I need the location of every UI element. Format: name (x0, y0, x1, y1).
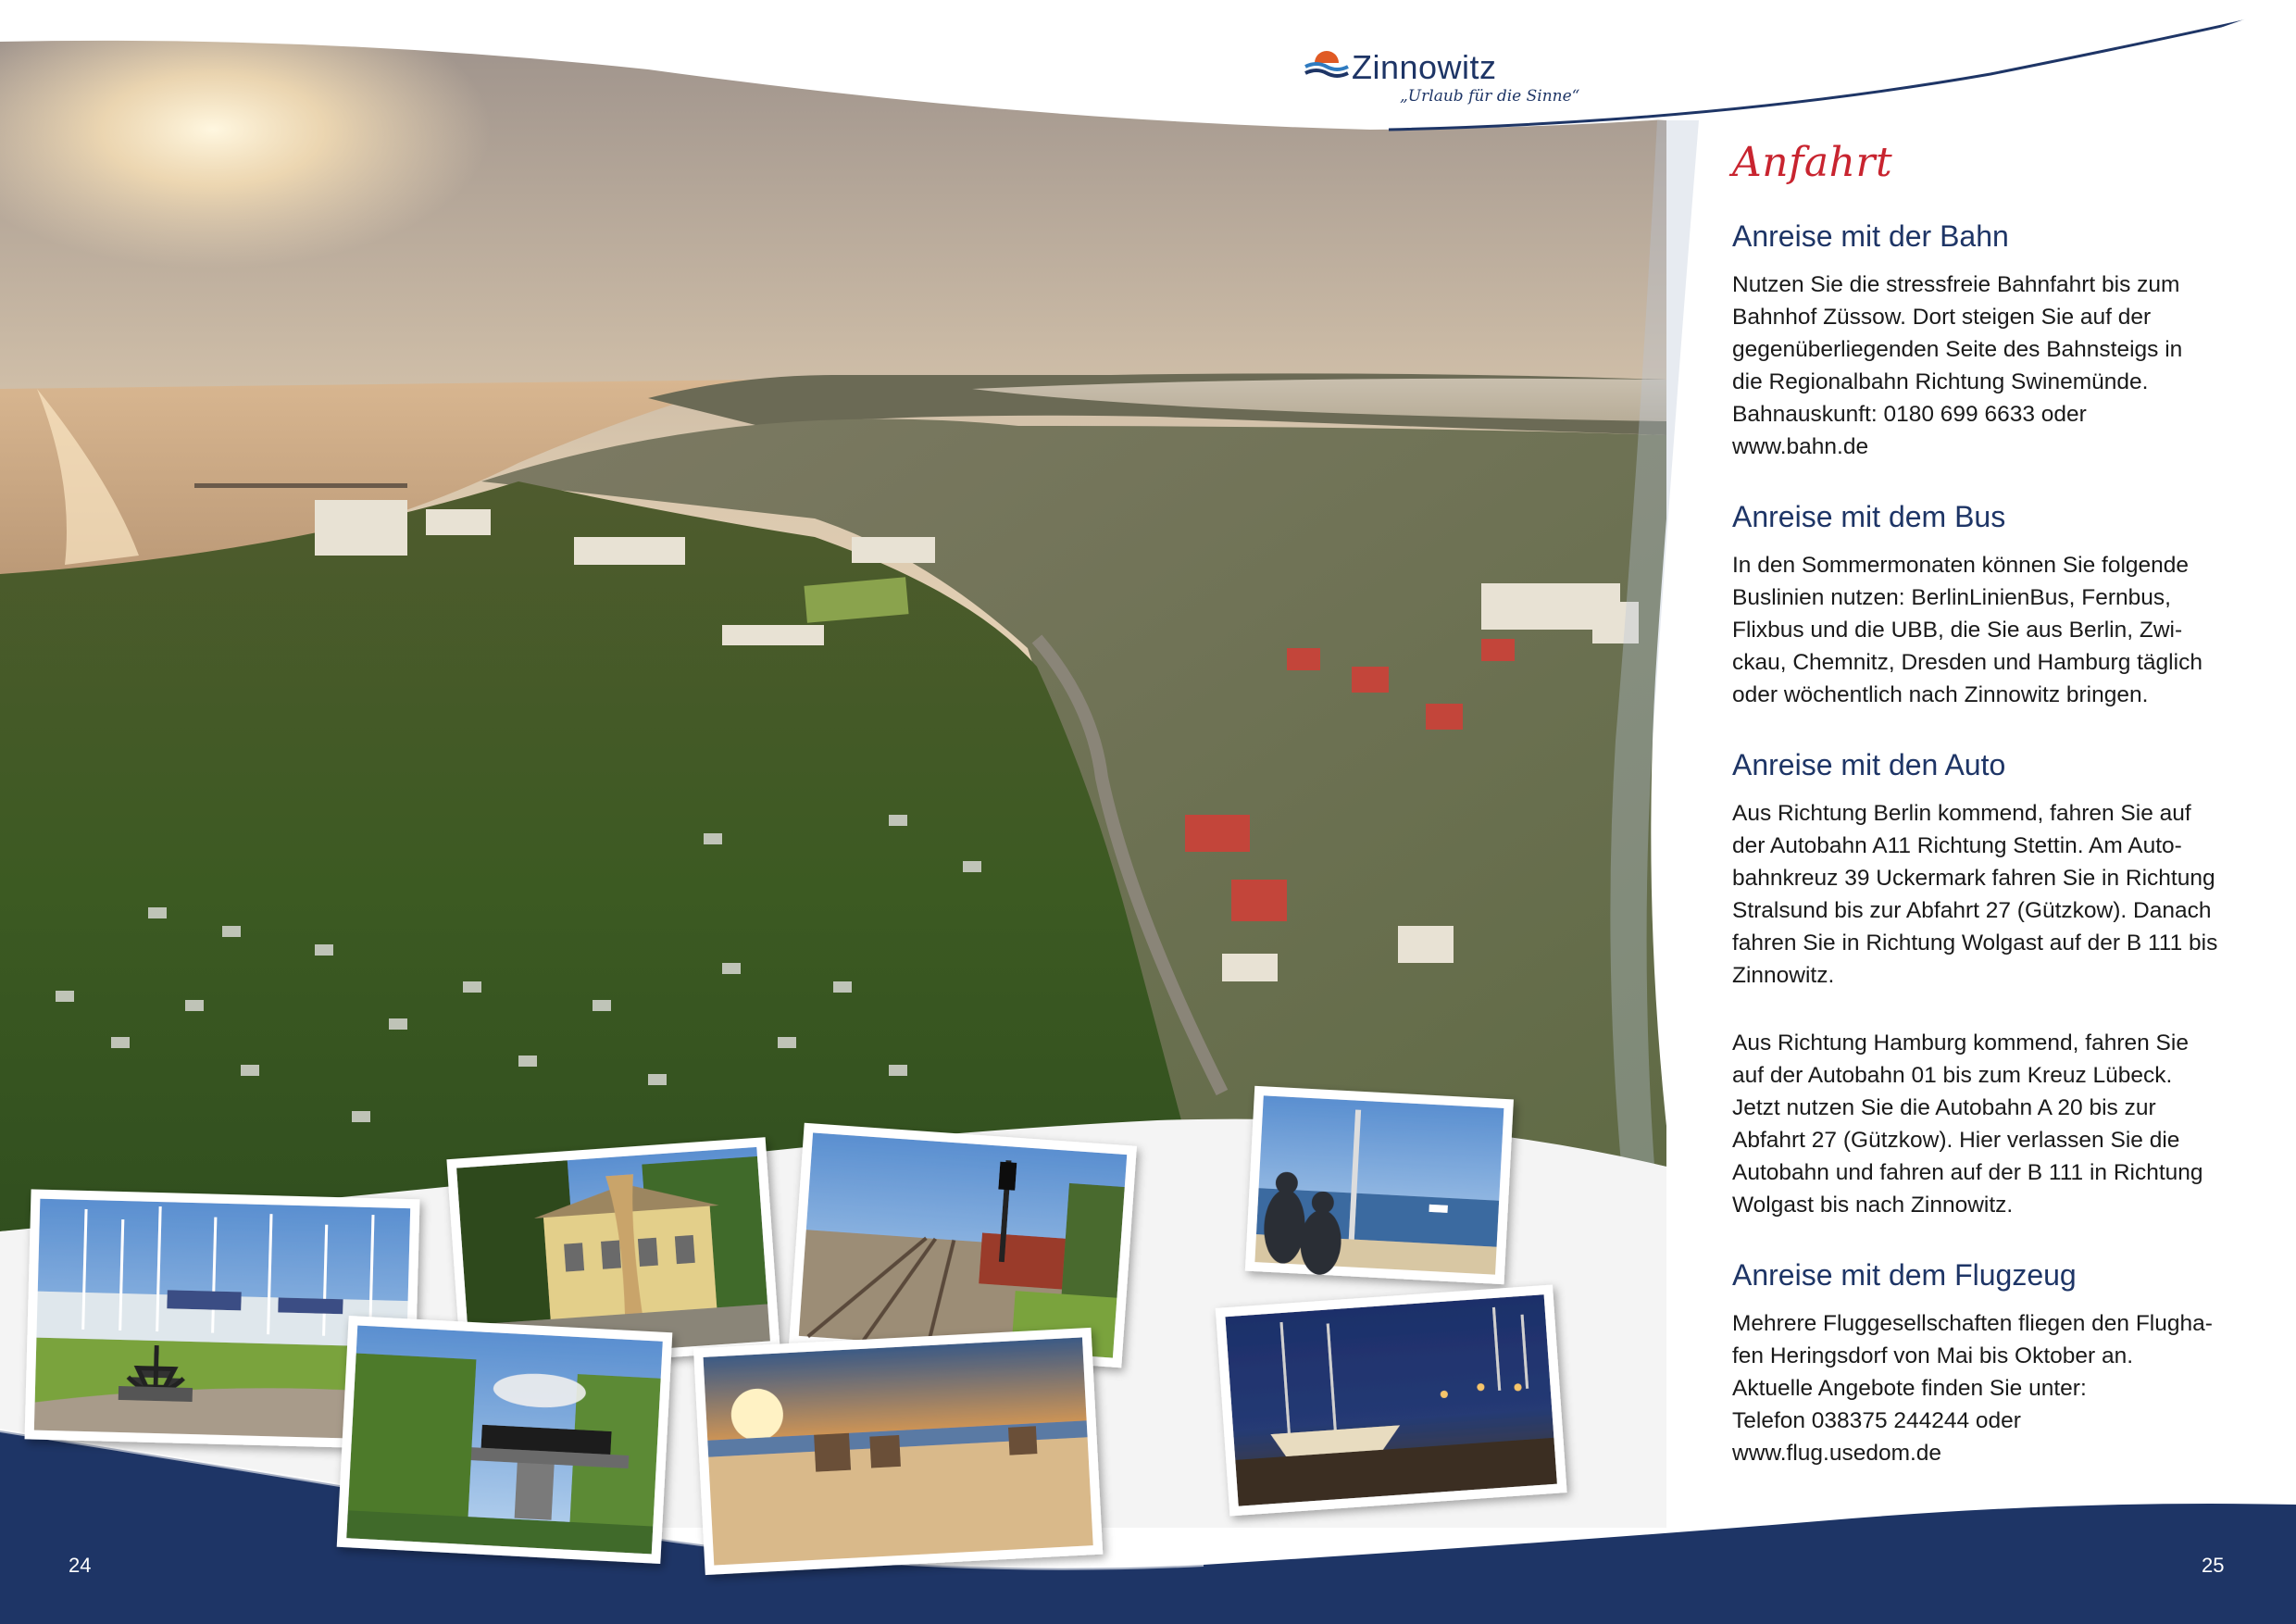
page-title: Anfahrt (1732, 139, 1893, 186)
section-body-plane: Mehrere Fluggesellschaften fliegen den Flugha- fen Heringsdorf von Mai bis Oktober an. Aktuelle Angebote finden Sie unter: Telefon 038375 244244 oder www.flug.usedom.de (1732, 1311, 2213, 1466)
section-heading-plane: Anreise mit dem Flugzeug (1732, 1258, 2077, 1292)
page-number-left: 24 (69, 1554, 92, 1577)
logo-name: Zinnowitz (1352, 48, 1497, 86)
page-number-right: 25 (2202, 1554, 2225, 1577)
section-body-car-berlin: Aus Richtung Berlin kommend, fahren Sie auf der Autobahn A11 Richtung Stettin. Am Auto- bahnkreuz 39 Uckermark fahren Sie in Richtung Stralsund bis zur Abfahrt 27 (Gützkow). Danach fahren Sie in Richtung Wolgast auf der B 111 bis Zinnowitz. (1732, 801, 2218, 988)
directions-text-column (1732, 139, 2251, 1506)
photo-steam-train (337, 1316, 673, 1564)
photo-harbour-night (1216, 1285, 1567, 1517)
section-heading-bus: Anreise mit dem Bus (1732, 500, 2006, 533)
waves-sun-icon (1304, 50, 1350, 81)
zinnowitz-logo (1304, 44, 1581, 109)
photo-beach-sunset (693, 1328, 1103, 1575)
logo-slogan: „Urlaub für die Sinne“ (1400, 87, 1580, 106)
photo-pier-people (1245, 1086, 1514, 1284)
section-body-car-hamburg: Aus Richtung Hamburg kommend, fahren Sie auf der Autobahn 01 bis zum Kreuz Lübeck. Jetzt nutzen Sie die Autobahn A 20 bis zur Abfahrt 27 (Gützkow). Hier verlassen Sie die Autobahn und fahren auf der B 111 in Richtung Wolgast bis nach Zinnowitz. (1732, 1031, 2203, 1218)
section-body-train: Nutzen Sie die stressfreie Bahnfahrt bis zum Bahnhof Züssow. Dort steigen Sie auf der gegenüberliegenden Seite des Bahnsteigs in die Regionalbahn Richtung Swinemünde. Bahnauskunft: 0180 699 6633 oder www.bahn.de (1732, 272, 2183, 459)
section-heading-car: Anreise mit den Auto (1732, 748, 2006, 781)
section-heading-train: Anreise mit der Bahn (1732, 219, 2009, 253)
section-body-bus: In den Sommermonaten können Sie folgende Buslinien nutzen: BerlinLinienBus, Fernbus, Flixbus und die UBB, die Sie aus Berlin, Zwi- ckau, Chemnitz, Dresden und Hamburg täglich oder wöchentlich nach Zinnowitz bringen. (1732, 553, 2202, 707)
